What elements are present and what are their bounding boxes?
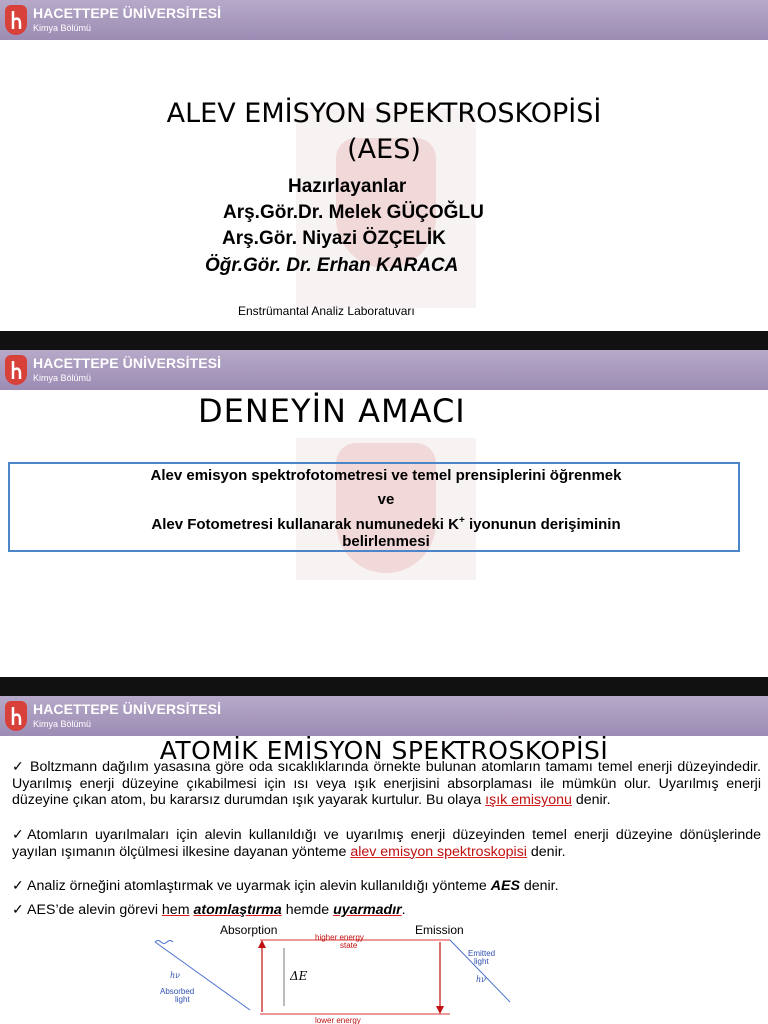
objective-line-4: belirlenmesi [342, 533, 430, 550]
slide-objective [0, 350, 768, 677]
slide-title: DENEYİN AMACI [198, 392, 466, 430]
paragraph-1: ✓ Boltzmann dağılım yasasına göre oda sıcaklıklarında örnekte bulunan atomların tamamı temel enerji düzeyindedir. Uyarılmış enerji düzeyine çıkabilmesi için ısı veya ışık enerjisini absorplaması ile mümkün olur. Uyarılmış enerji düzeyine çıkan atom, bu kararsız durumdan ışık yayarak kurtulur. Bu olaya ışık emisyonu denir. [12, 759, 761, 809]
university-logo-icon [5, 5, 27, 35]
higher-energy-label-1: higher energy [315, 933, 364, 942]
hv-left-label: hν [170, 971, 181, 980]
objective-line-2: ve [377, 491, 395, 508]
emission-label: Emission [415, 923, 464, 937]
absorption-label: Absorption [220, 923, 278, 937]
prepared-by-label: Hazırlayanlar [288, 176, 407, 197]
absorbed-light-label-1: Absorbed [160, 987, 195, 996]
emitted-light-label-2: light [474, 957, 489, 966]
objective-line-1: Alev emisyon spektrofotometresi ve temel prensiplerini öğrenmek [150, 467, 622, 484]
slide-header [0, 696, 768, 736]
higher-energy-label-2: state [340, 941, 358, 950]
paragraph-3: ✓ Analiz örneğini atomlaştırmak ve uyarmak için alevin kullanıldığı yönteme AES denir. [12, 878, 559, 894]
absorbed-light-label-2: light [175, 995, 190, 1004]
university-name: HACETTEPE ÜNİVERSİTESİ [33, 701, 222, 717]
author-1: Arş.Gör.Dr. Melek GÜÇOĞLU [223, 202, 484, 223]
slide-header [0, 350, 768, 390]
department-name: Kimya Bölümü [33, 719, 92, 729]
energy-level-diagram [150, 922, 520, 1024]
slide-title [0, 0, 768, 331]
check-icon: ✓ [12, 759, 25, 775]
lab-name: Enstrümantal Analiz Laboratuvarı [238, 304, 415, 318]
title-line-2: (AES) [347, 134, 421, 165]
title-line-1: ALEV EMİSYON SPEKTROSKOPİSİ [166, 98, 602, 129]
author-3: Öğr.Gör. Dr. Erhan KARACA [205, 255, 459, 276]
emission-arrowhead-icon [436, 1006, 444, 1014]
lower-energy-label: lower energy [315, 1016, 361, 1024]
department-name: Kimya Bölümü [33, 23, 92, 33]
objective-box [8, 462, 740, 552]
check-icon: ✓ [12, 827, 28, 843]
objective-line-3: Alev Fotometresi kullanarak numunedeki K+ iyonunun derişiminin [151, 515, 621, 533]
paragraph-4: ✓ AES’de alevin görevi hem atomlaştırma hemde uyarmadır. [12, 902, 406, 918]
author-2: Arş.Gör. Niyazi ÖZÇELİK [222, 228, 446, 249]
slide-atomic-emission [0, 696, 768, 1024]
university-logo-icon [5, 355, 27, 385]
university-name: HACETTEPE ÜNİVERSİTESİ [33, 355, 222, 371]
check-icon: ✓ [12, 878, 24, 894]
department-name: Kimya Bölümü [33, 373, 92, 383]
delta-e-label: ΔE [290, 969, 308, 983]
paragraph-2: ✓Atomların uyarılmaları için alevin kullanıldığı ve uyarılmış enerji düzeyinden temel enerji düzeyine dönüşlerinde yayılan ışımanın ölçülmesi ilkesine dayanan yönteme alev emisyon spektroskopisi denir. [12, 827, 761, 860]
university-name: HACETTEPE ÜNİVERSİTESİ [33, 5, 222, 21]
university-logo-icon [5, 701, 27, 731]
absorption-arrowhead-icon [258, 940, 266, 948]
slide-header [0, 0, 768, 40]
hv-right-label: hν [476, 975, 487, 984]
emitted-light-label-1: Emitted [468, 949, 496, 958]
slide-title: ATOMİK EMİSYON SPEKTROSKOPİSİ [159, 736, 609, 765]
check-icon: ✓ [12, 902, 24, 918]
